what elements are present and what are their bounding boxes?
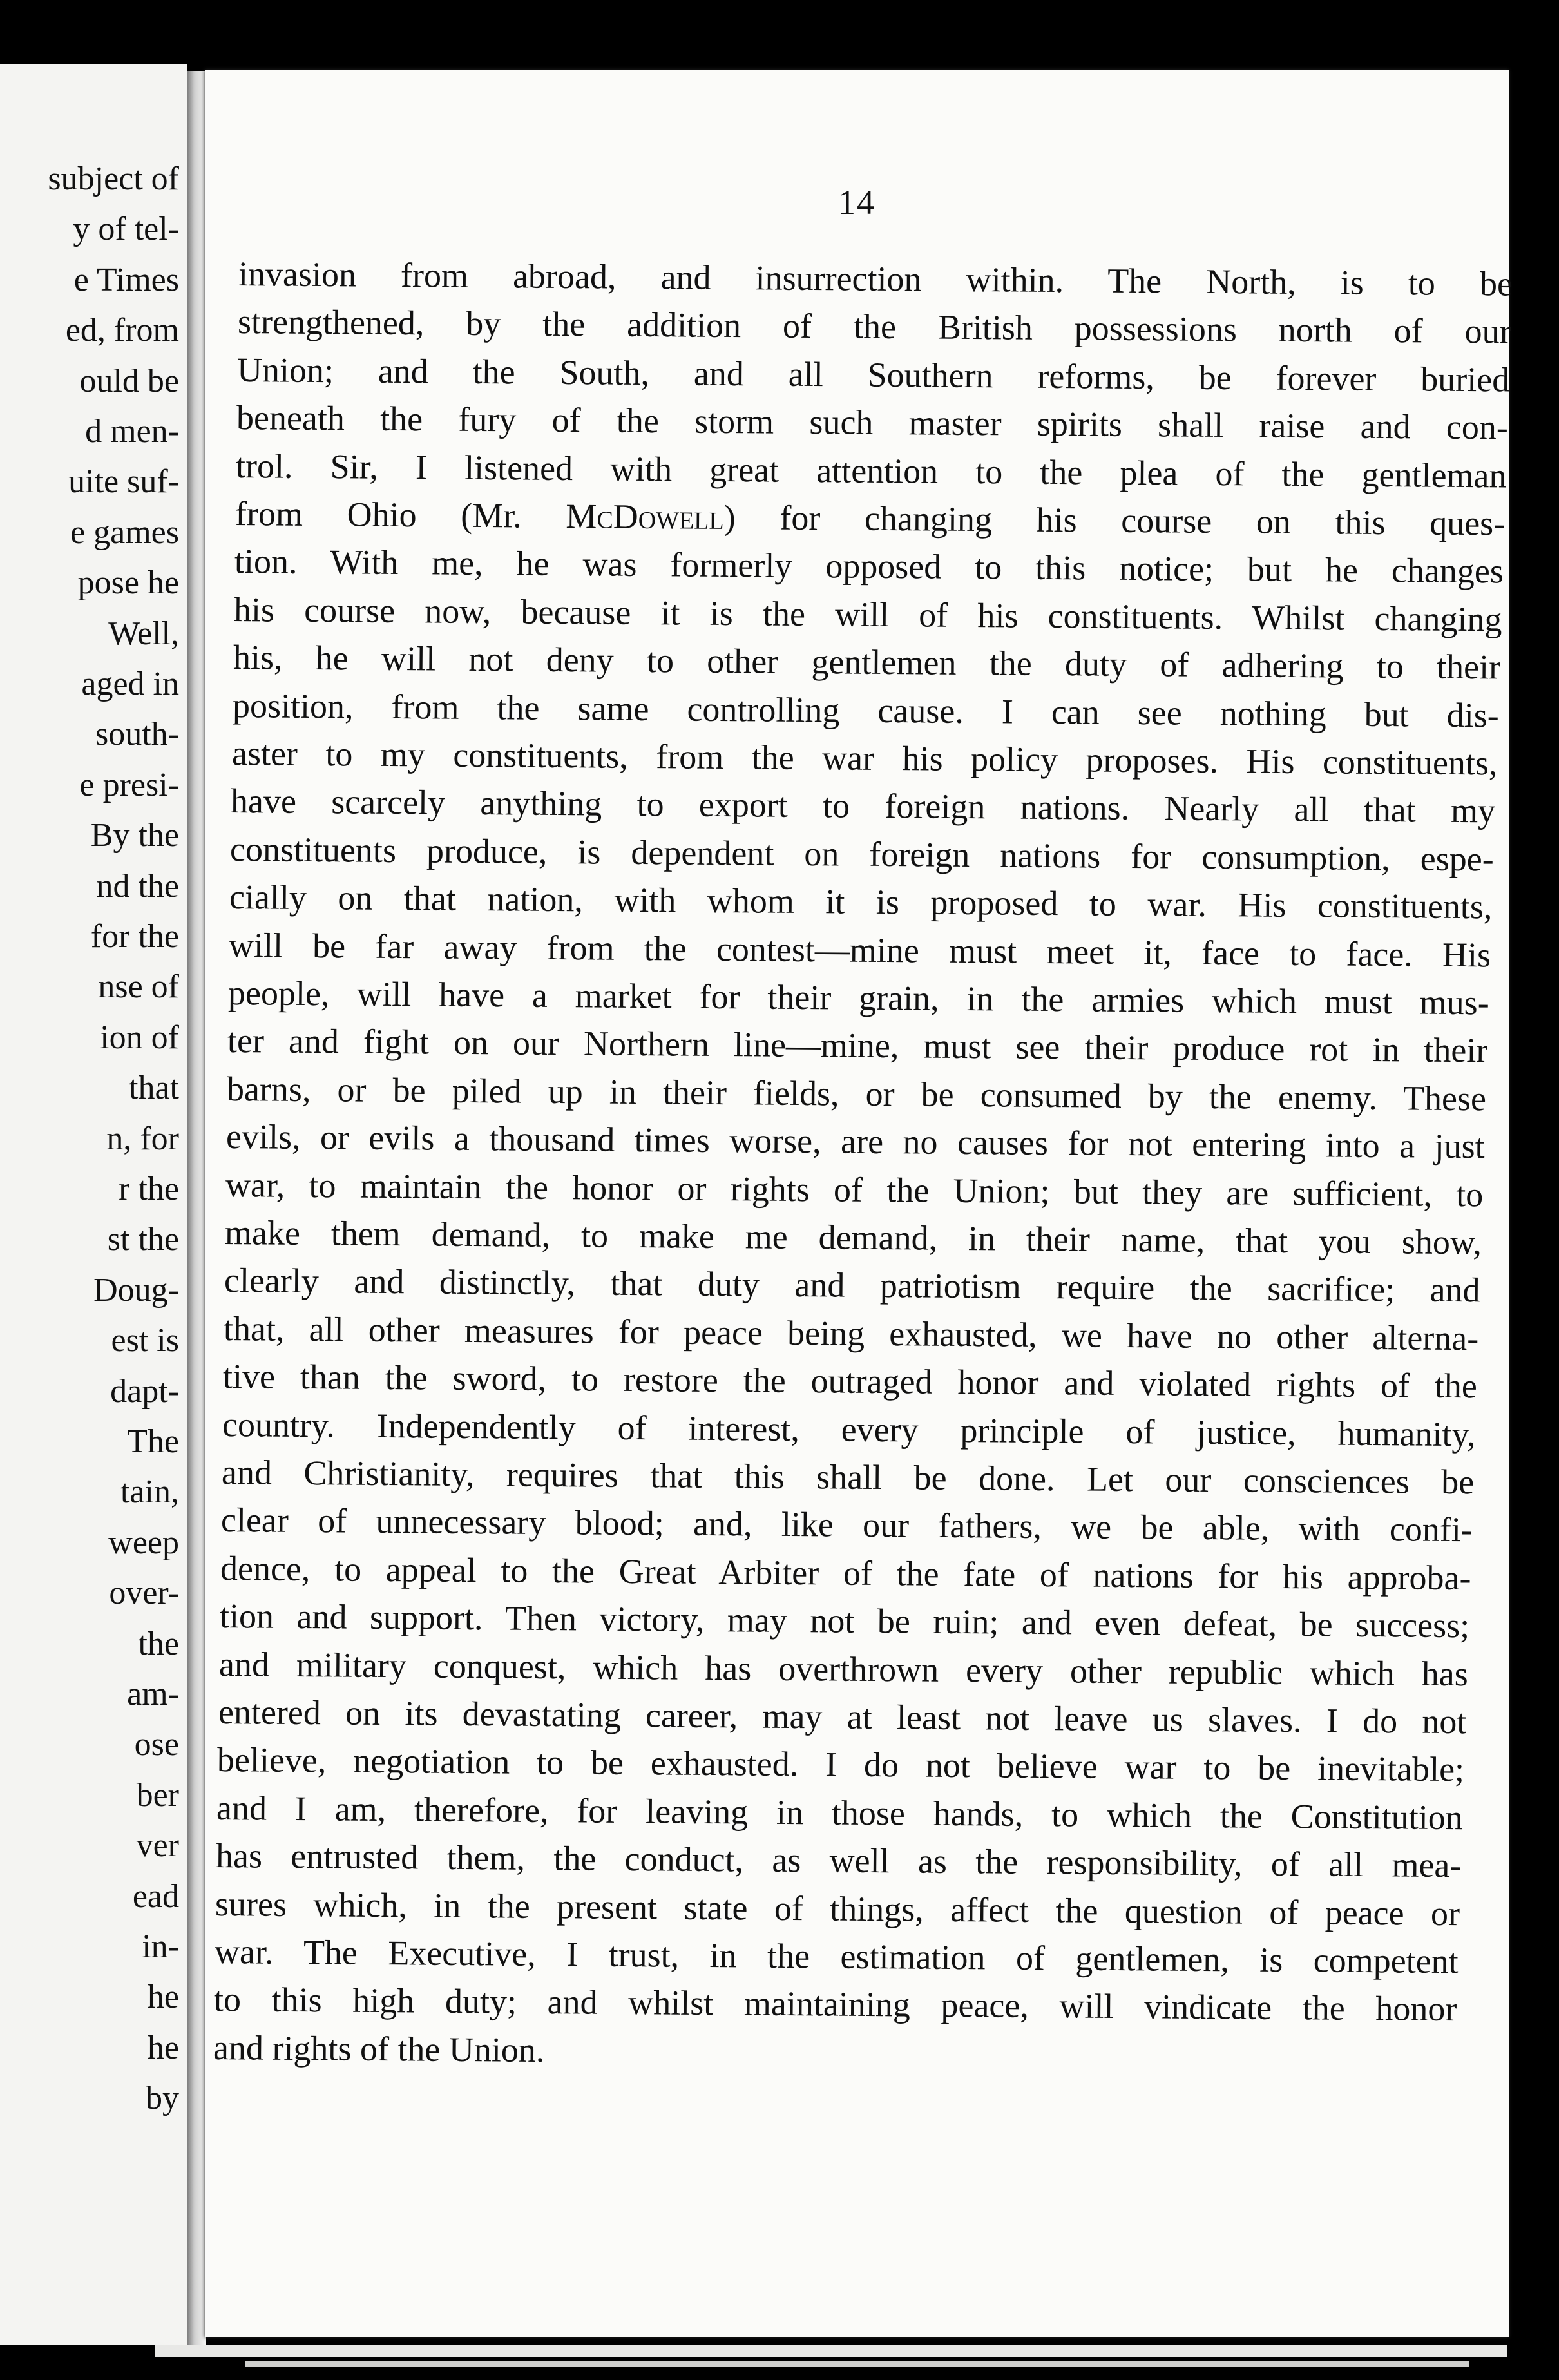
facing-page-fragment [0,64,187,2345]
facing-page-line: By the [90,817,179,854]
facing-page-line: ver [136,1827,179,1865]
facing-page-line: d men- [85,413,179,450]
text-line: trol. Sir, I listened with great attention to the plea of the gentleman [235,446,1507,495]
text-line: dence, to appeal to the Great Arbiter of the fate of nations for his approba- [220,1548,1471,1598]
facing-page-line: he [147,1979,179,2016]
page-bottom-edge [155,2345,1507,2357]
facing-page-line: ion of [100,1019,179,1056]
facing-page-line: st the [107,1221,179,1258]
facing-page-line: Well, [108,615,179,652]
facing-page-line: The [127,1423,179,1460]
text-line: aster to my constituents, from the war his policy proposes. His constituents, [231,734,1498,783]
text-line: clear of unnecessary blood; and, like our fathers, we be able, with confi- [220,1501,1473,1550]
text-line: his, he will not deny to other gentlemen the duty of adhering to their [233,638,1500,687]
text-line: people, will have a market for their grain, in the armies which must mus- [228,974,1490,1022]
text-line: that, all other measures for peace being exhausted, we have no other alterna- [223,1309,1479,1358]
facing-page-line: e games [70,513,179,551]
facing-page-line: nd the [96,867,179,905]
speaker-name: McDowell [565,497,724,537]
text-line: constituents produce, is dependent on foreign nations for consumption, espe- [230,829,1495,879]
text-line: country. Independently of interest, every principle of justice, humanity, [222,1405,1476,1454]
text-line: clearly and distinctly, that duty and patriotism require the sacrifice; and [224,1261,1480,1310]
facing-page-line: ead [132,1877,179,1915]
text-line: ter and fight on our Northern line—mine, must see their produce rot in their [227,1021,1488,1070]
facing-page-line: tain, [120,1473,179,1511]
facing-page-line: Doug- [93,1271,179,1309]
facing-page-line: y of tel- [73,211,179,248]
text-line: his course now, because it is the will of his constituents. Whilst changing [233,590,1502,639]
facing-page-line: ed, from [65,312,179,349]
text-line: believe, negotiation to be exhausted. I do not believe war to be inevitable; [217,1740,1465,1789]
text-line: beneath the fury of the storm such master spirits shall raise and con- [236,398,1508,447]
text-line: make them demand, to make me demand, in their name, that you show, [224,1213,1482,1262]
facing-page-line: dapt- [110,1372,179,1410]
facing-page-line: ould be [79,362,179,399]
book-page [205,70,1513,2337]
facing-page-line: that [129,1070,179,1107]
facing-page-line: ber [136,1776,179,1814]
text-line: war, to maintain the honor or rights of the Union; but they are sufficient, to [225,1165,1484,1214]
facing-page-line: over- [109,1575,179,1612]
facing-page-line: uite suf- [68,463,179,501]
text-line: from Ohio (Mr. McDowell) for changing his course on this ques- [234,494,1506,543]
facing-page-line: subject of [48,160,179,197]
text-line: war. The Executive, I trust, in the estimation of gentlemen, is competent [215,1932,1459,1981]
facing-page-line: n, for [106,1120,179,1157]
text-line: strengthened, by the addition of the British possessions north of our [237,302,1511,351]
facing-page-line: nse of [98,968,179,1006]
facing-page-line: r the [119,1171,179,1207]
text-line: tion and support. Then victory, may not be ruin; and even defeat, be success; [219,1597,1469,1646]
text-line: and military conquest, which has overthrown every other republic which has [218,1644,1468,1693]
text-line: has entrusted them, the conduct, as well as the responsibility, of all mea- [216,1836,1462,1885]
facing-page-line: am- [127,1676,179,1713]
page-number: 14 [838,183,875,222]
text-line: tive than the sword, to restore the outraged honor and violated rights of the [222,1357,1477,1406]
text-line: invasion from abroad, and insurrection within. The North, is to be [238,254,1513,303]
facing-page-line: for the [90,918,179,955]
text-line: and Christianity, requires that this shall be done. Let our consciences be [221,1453,1475,1502]
page-bottom-edge-shadow [245,2361,1469,2367]
facing-page-line: aged in [81,666,179,702]
text-line: evils, or evils a thousand times worse, are no causes for not entering into a just [225,1117,1485,1166]
facing-page-line: south- [95,716,179,753]
facing-page-line: the [138,1625,179,1662]
text-line: tion. With me, he was formerly opposed to this notice; but he changes [234,542,1504,591]
text-line: entered on its devastating career, may at least not leave us slaves. I do not [218,1693,1467,1742]
facing-page-line: pose he [77,564,179,602]
text-line: sures which, in the present state of things, affect the question of peace or [215,1884,1460,1933]
text-line: will be far away from the contest—mine must meet it, face to face. His [229,925,1491,974]
text-line: Union; and the South, and all Southern reforms, be forever buried [236,350,1510,399]
facing-page-line: by [146,2080,179,2117]
text-line: to this high duty; and whilst maintaining peace, will vindicate the honor [213,1980,1457,2029]
facing-page-line: he [147,2029,179,2066]
page-gutter [187,71,206,2345]
facing-page-line: e presi- [79,766,179,803]
facing-page-line: e Times [73,261,179,298]
text-line: position, from the same controlling cause. I can see nothing but dis- [232,686,1499,735]
text-line: cially on that nation, with whom it is proposed to war. His constituents, [229,878,1493,926]
facing-page-line: in- [142,1928,179,1965]
facing-page-line: ose [134,1726,179,1763]
text-line: and rights of the Union. [213,2028,545,2069]
facing-page-line: weep [108,1524,179,1561]
text-line: have scarcely anything to export to foreign nations. Nearly all that my [231,782,1496,830]
facing-page-line: est is [111,1322,179,1359]
text-line: and I am, therefore, for leaving in those hands, to which the Constitution [216,1788,1464,1837]
text-line: barns, or be piled up in their fields, or be consumed by the enemy. These [226,1069,1487,1118]
